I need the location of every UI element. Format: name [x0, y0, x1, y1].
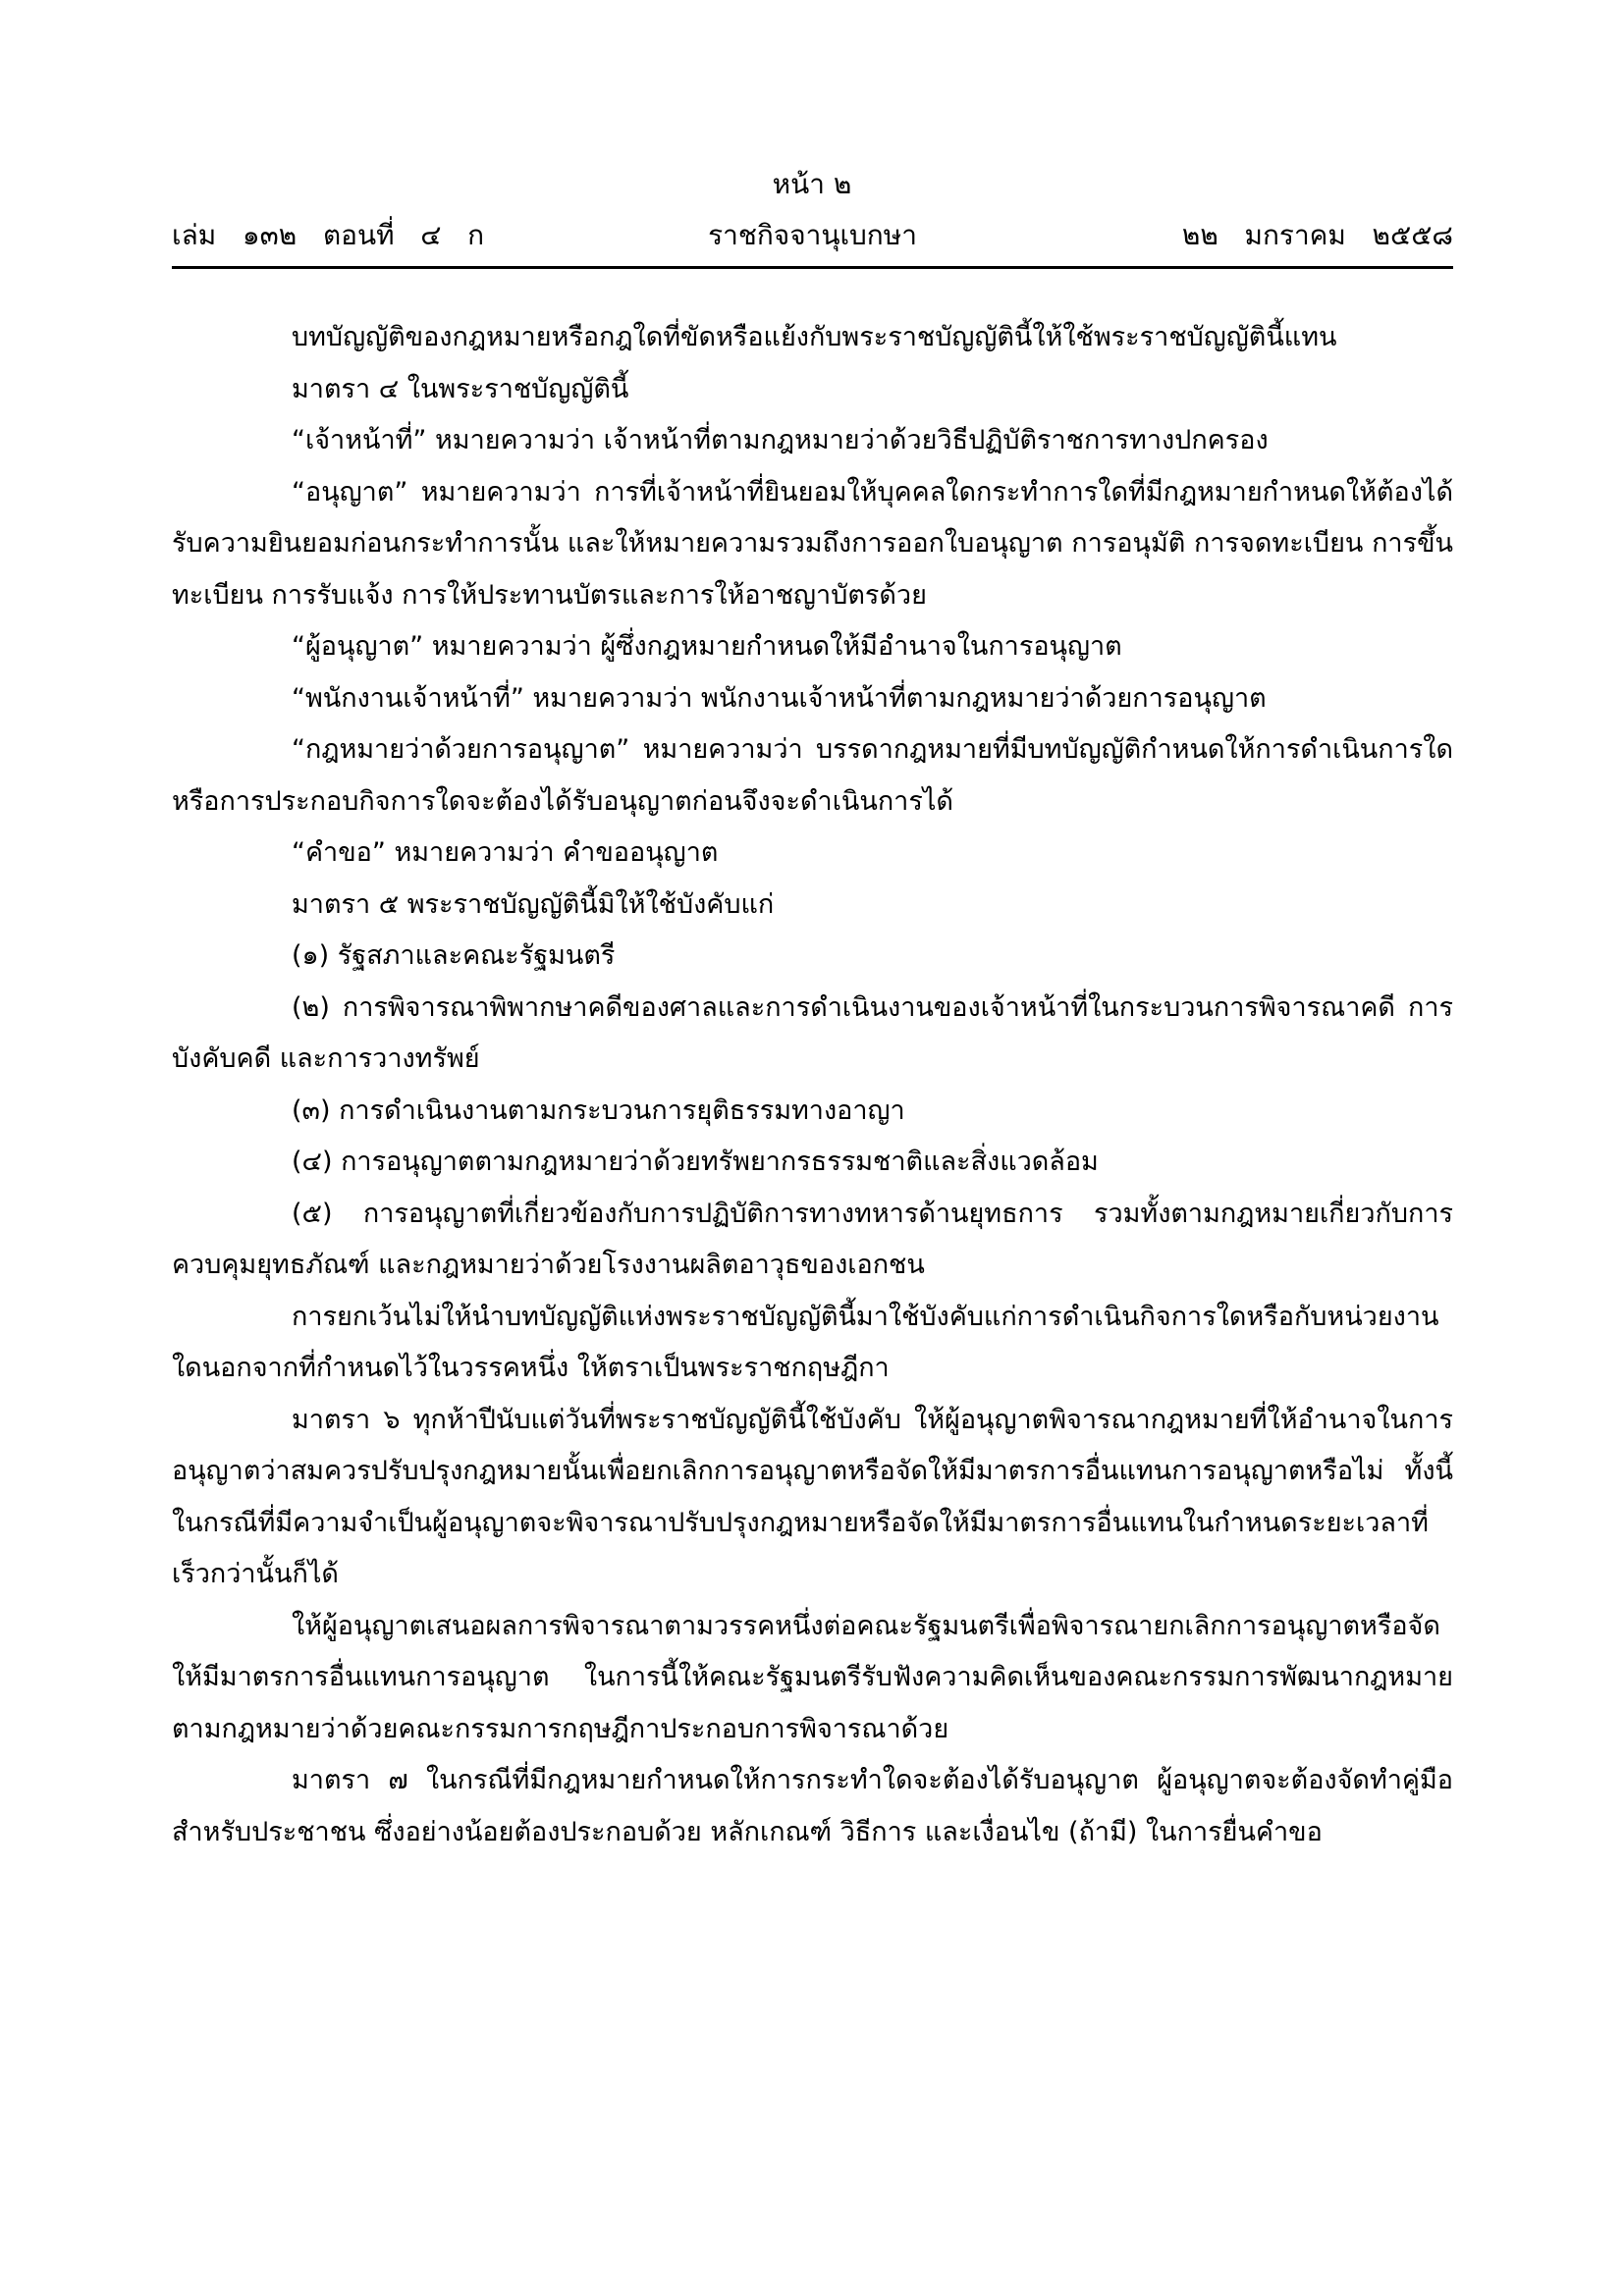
paragraph-repeal-clause: บทบัญญัติของกฎหมายหรือกฎใดที่ขัดหรือแย้งกับพระราชบัญญัตินี้ให้ใช้พระราชบัญญัตินี้แทน: [292, 322, 1337, 352]
section-6-paragraph-1: มาตรา ๖ ทุกห้าปีนับแต่วันที่พระราชบัญญัตินี้ใช้บังคับ ให้ผู้อนุญาตพิจารณากฎหมายที่ให้อำนาจในการอนุญาตว่าสมควรปรับปรุงกฎหมายนั้นเพื่อยกเลิกการอนุญาตหรือจัดให้มีมาตรการอื่นแทนการอนุญาตหรือไม่ ทั้งนี้ ในกรณีที่มีความจำเป็นผู้อนุญาตจะพิจารณาปรับปรุงกฎหมายหรือจัดให้มีมาตรการอื่นแทนในกำหนดระยะเวลาที่เร็วกว่านั้นก็ได้: [172, 1404, 1453, 1589]
exemption-decree-clause: การยกเว้นไม่ให้นำบทบัญญัติแห่งพระราชบัญญัตินี้มาใช้บังคับแก่การดำเนินกิจการใดหรือกับหน่วยงานใดนอกจากที่กำหนดไว้ในวรรคหนึ่ง ให้ตราเป็นพระราชกฤษฎีกา: [172, 1301, 1439, 1383]
definition-official: “เจ้าหน้าที่” หมายความว่า เจ้าหน้าที่ตามกฎหมายว่าด้วยวิธีปฏิบัติราชการทางปกครอง: [292, 425, 1269, 455]
section-5-heading: มาตรา ๕ พระราชบัญญัตินี้มิให้ใช้บังคับแก่: [292, 888, 775, 920]
definition-licensing-law: “กฎหมายว่าด้วยการอนุญาต” หมายความว่า บรรดากฎหมายที่มีบทบัญญัติกำหนดให้การดำเนินการใดหรือการประกอบกิจการใดจะต้องได้รับอนุญาตก่อนจึงจะดำเนินการได้: [172, 734, 1453, 817]
document-body: [172, 312, 1453, 1858]
gazette-title: ราชกิจจานุเบกษา: [708, 219, 917, 251]
section-7-paragraph-1: มาตรา ๗ ในกรณีที่มีกฎหมายกำหนดให้การกระทำใดจะต้องได้รับอนุญาต ผู้อนุญาตจะต้องจัดทำคู่มือสำหรับประชาชน ซึ่งอย่างน้อยต้องประกอบด้วย หลักเกณฑ์ วิธีการ และเงื่อนไข (ถ้ามี) ในการยื่นคำขอ: [172, 1765, 1453, 1847]
header-divider: [172, 266, 1453, 269]
exemption-item-5: (๕) การอนุญาตที่เกี่ยวข้องกับการปฏิบัติการทางทหารด้านยุทธการ รวมทั้งตามกฎหมายเกี่ยวกับการควบคุมยุทธภัณฑ์ และกฎหมายว่าด้วยโรงงานผลิตอาวุธของเอกชน: [172, 1198, 1453, 1280]
page-number: หน้า ๒: [772, 168, 852, 200]
definition-licensor: “ผู้อนุญาต” หมายความว่า ผู้ซึ่งกฎหมายกำหนดให้มีอำนาจในการอนุญาต: [292, 631, 1122, 662]
exemption-item-3: (๓) การดำเนินงานตามกระบวนการยุติธรรมทางอาญา: [292, 1095, 905, 1126]
exemption-item-2: (๒) การพิจารณาพิพากษาคดีของศาลและการดำเนินงานของเจ้าหน้าที่ในกระบวนการพิจารณาคดี การบังคับคดี และการวางทรัพย์: [172, 991, 1453, 1074]
gazette-header: [172, 216, 1453, 255]
section-6-paragraph-2: ให้ผู้อนุญาตเสนอผลการพิจารณาตามวรรคหนึ่งต่อคณะรัฐมนตรีเพื่อพิจารณายกเลิกการอนุญาตหรือจัดให้มีมาตรการอื่นแทนการอนุญาต ในการนี้ให้คณะรัฐมนตรีรับฟังความคิดเห็นของคณะกรรมการพัฒนากฎหมายตามกฎหมายว่าด้วยคณะกรรมการกฤษฎีกาประกอบการพิจารณาด้วย: [172, 1610, 1453, 1744]
definition-application: “คำขอ” หมายความว่า คำขออนุญาต: [292, 837, 719, 868]
definition-permit: “อนุญาต” หมายความว่า การที่เจ้าหน้าที่ยินยอมให้บุคคลใดกระทำการใดที่มีกฎหมายกำหนดให้ต้องได้รับความยินยอมก่อนกระทำการนั้น และให้หมายความรวมถึงการออกใบอนุญาต การอนุมัติ การจดทะเบียน การขึ้นทะเบียน การรับแจ้ง การให้ประทานบัตรและการให้อาชญาบัตรด้วย: [172, 476, 1453, 611]
volume-issue: เล่ม ๑๓๒ ตอนที่ ๔ ก: [172, 219, 485, 251]
exemption-item-4: (๔) การอนุญาตตามกฎหมายว่าด้วยทรัพยากรธรรมชาติและสิ่งแวดล้อม: [292, 1147, 1099, 1177]
definition-competent-official: “พนักงานเจ้าหน้าที่” หมายความว่า พนักงานเจ้าหน้าที่ตามกฎหมายว่าด้วยการอนุญาต: [292, 682, 1267, 714]
publication-date: ๒๒ มกราคม ๒๕๕๘: [1181, 219, 1453, 251]
exemption-item-1: (๑) รัฐสภาและคณะรัฐมนตรี: [292, 940, 616, 971]
section-4-heading: มาตรา ๔ ในพระราชบัญญัตินี้: [292, 373, 629, 404]
